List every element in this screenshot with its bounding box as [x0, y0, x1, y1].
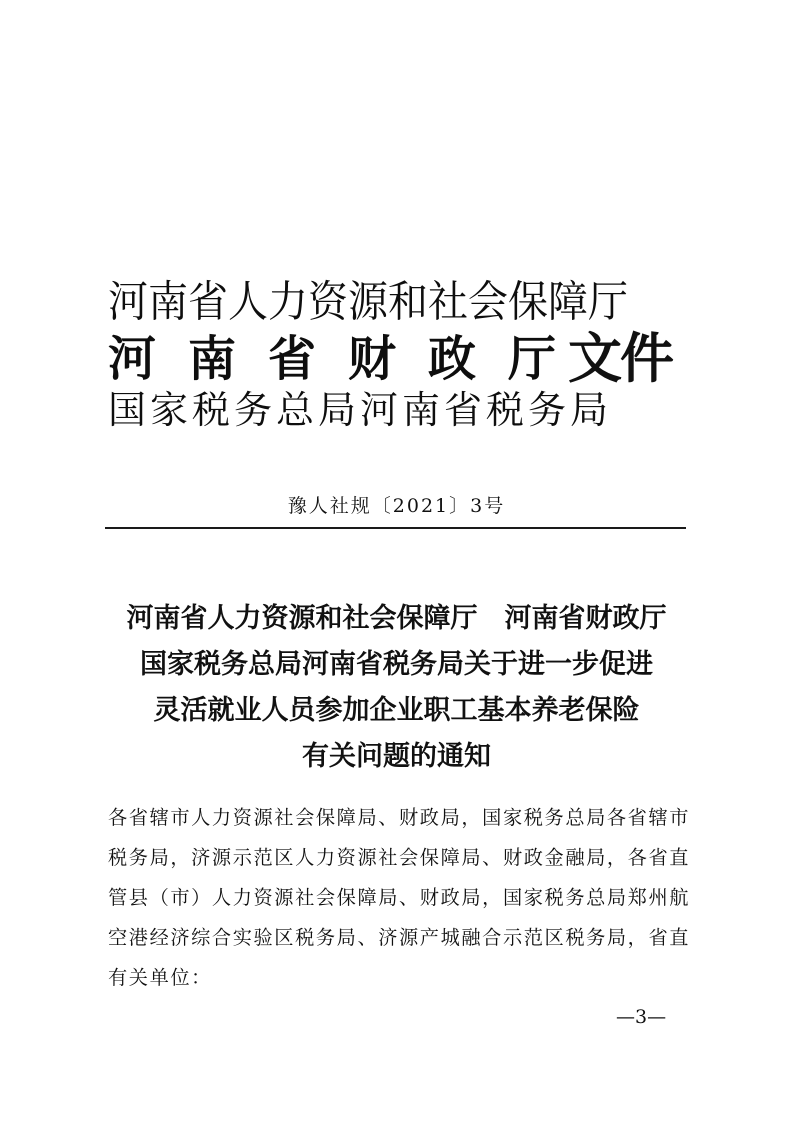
document-number: 豫人社规〔2021〕3号: [287, 495, 506, 517]
recipients-line: 空港经济综合实验区税务局、济源产城融合示范区税务局，省直: [108, 926, 691, 949]
title-line: 有关问题的通知: [302, 741, 491, 772]
header-divider: [105, 527, 686, 529]
issuing-agency-tax: 国家税务总局河南省税务局: [108, 388, 613, 432]
title-line: 灵活就业人员参加企业职工基本养老保险: [153, 695, 640, 726]
recipients-paragraph: [108, 798, 693, 998]
issuing-agency-hrss: 河南省人力资源和社会保障厅: [108, 277, 628, 328]
title-line: 国家税务总局河南省税务局关于进一步促进: [140, 649, 653, 680]
title-line: 河南省人力资源和社会保障厅 河南省财政厅: [126, 603, 667, 634]
recipients-line: 税务局，济源示范区人力资源社会保障局、财政金融局，各省直: [108, 846, 691, 869]
recipients-line: 各省辖市人力资源社会保障局、财政局，国家税务总局各省辖市: [108, 806, 691, 829]
notice-title: [0, 596, 793, 780]
issuing-agency-finance: 河南省财政厅: [108, 331, 589, 387]
recipients-line: 管县（市）人力资源社会保障局、财政局，国家税务总局郑州航: [108, 886, 691, 909]
document-type-label: 文件: [568, 326, 672, 390]
recipients-line: 有关单位：: [108, 966, 212, 989]
page-number: —3—: [616, 1006, 667, 1028]
